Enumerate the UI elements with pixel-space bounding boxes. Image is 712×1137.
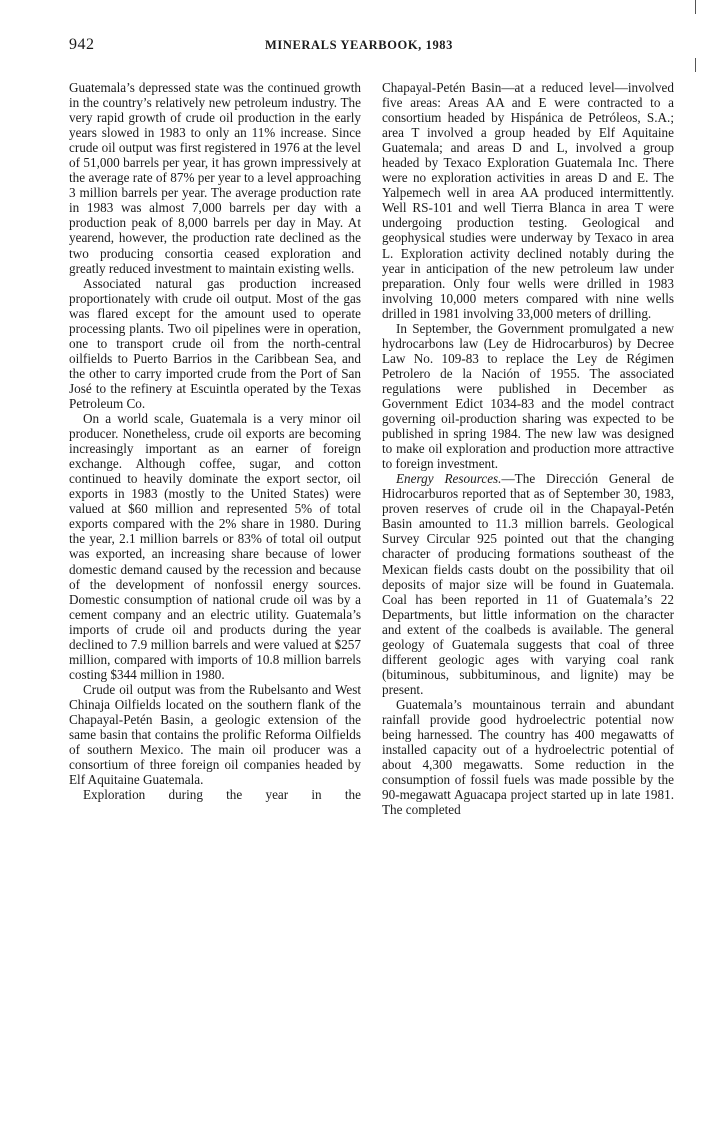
paragraph: Guatemala’s mountainous terrain and abundant rainfall provide good hydroelectric potential now being harnessed. The country has 400 megawatts of installed capacity out of a hydroelectric potential of about 4,300 megawatts. Some reduction in the consumption of fossil fuels was made possible by the 90-megawatt Aguacapa project started up in late 1981. The completed: [382, 696, 674, 818]
left-column: [69, 80, 361, 802]
section-heading: Energy Resources.: [396, 471, 502, 487]
paragraph: Associated natural gas production increased proportionately with crude oil output. Most of the gas was flared except for the amount used to operate processing plants. Two oil pipelines were in operation, one to transport crude oil from the north-central oilfields to Puerto Barrios in the Caribbean Sea, and the other to carry imported crude from the Port of San José to the refinery at Escuintla operated by the Texas Petroleum Co.: [69, 275, 361, 411]
right-column: [382, 80, 674, 817]
energy-resources-paragraph: [382, 471, 674, 697]
paragraph: In September, the Government promulgated a new hydrocarbons law (Ley de Hidrocarburos) by Decree Law No. 109-83 to replace the Ley de Régimen Petrolero de la Nación of 1955. The associated regulations were published in December as Government Edict 1034-83 and the model contract governing oil-production sharing was expected to be published in spring 1984. The new law was designed to make oil exploration and production more attractive to foreign investment.: [382, 320, 674, 472]
scan-artifact-line: [695, 58, 696, 72]
running-head: MINERALS YEARBOOK, 1983: [265, 38, 454, 52]
paragraph-text: —The Dirección General de Hidrocarburos reported that as of September 30, 1983, proven reserves of crude oil in the Chapayal-Petén Basin amounted to 11.3 million barrels. Geological Survey Circular 925 pointed out that the changing character of producing formations southeast of the Mexican fields casts doubt on the possibility that oil deposits of major size will be found in Guatemala. Coal has been reported in 11 of Guatemala’s 22 Departments, but little information on the character and extent of the coalbeds is available. The general geology of Guatemala suggests that coal of three different geologic ages with varying coal rank (bituminous, subbituminous, and lignite) may be present.: [382, 471, 674, 697]
paragraph: Chapayal-Petén Basin—at a reduced level—involved five areas: Areas AA and E were contracted to a consortium headed by Hispánica de Petróleos, S.A.; area T involved a group headed by Elf Aquitaine Guatemala; and areas D and L, involved a group headed by Texaco Exploration Guatemala Inc. There were no exploration activities in areas D and E. The Yalpemech well in area AA produced intermittently. Well RS-101 and well Tierra Blanca in area T were undergoing production testing. Geological and geophysical studies were underway by Texaco in area L. Exploration activity declined notably during the year in anticipation of the new petroleum law under preparation. Only four wells were drilled in 1983 involving 10,000 meters compared with nine wells drilled in 1981 involving 33,000 meters of drilling.: [382, 80, 674, 321]
page-number: 942: [69, 36, 95, 53]
paragraph: Exploration during the year in the: [83, 787, 361, 803]
paragraph: Guatemala’s depressed state was the continued growth in the country’s relatively new petroleum industry. The very rapid growth of crude oil production in the early years slowed in 1983 to only an 11% increase. Since crude oil output was first registered in 1976 at the level of 51,000 barrels per year, it has grown impressively at the average rate of 87% per year to a level approaching 3 million barrels per year. The average production rate in 1983 was almost 7,000 barrels per day with a production peak of 8,000 barrels per day in May. At yearend, however, the production rate declined as the two producing consortia ceased exploration and greatly reduced investment to maintain existing wells.: [69, 80, 361, 276]
scan-artifact-line: [695, 0, 696, 14]
paragraph: Crude oil output was from the Rubelsanto and West Chinaja Oilfields located on the southern flank of the Chapayal-Petén Basin, a geologic extension of the same basin that contains the prolific Reforma Oilfields of southern Mexico. The main oil producer was a consortium of three foreign oil companies headed by Elf Aquitaine Guatemala.: [69, 681, 361, 788]
page-header: [69, 36, 669, 56]
paragraph: On a world scale, Guatemala is a very minor oil producer. Nonetheless, crude oil exports are becoming increasingly important as an earner of foreign exchange. Although coffee, sugar, and cotton continued to heavily dominate the export sector, oil exports in 1983 (mostly to the United States) were valued at $60 million and represented 5% of total exports compared with the 2% share in 1980. During the year, 2.1 million barrels or 83% of total oil output was exported, an increasing share because of lower domestic demand caused by the recession and because of the development of nonfossil energy sources. Domestic consumption of national crude oil was by a cement company and an electric utility. Guatemala’s imports of crude oil and products during the year declined to 7.9 million barrels and were valued at $257 million, compared with imports of 10.8 million barrels costing $344 million in 1980.: [69, 411, 361, 682]
